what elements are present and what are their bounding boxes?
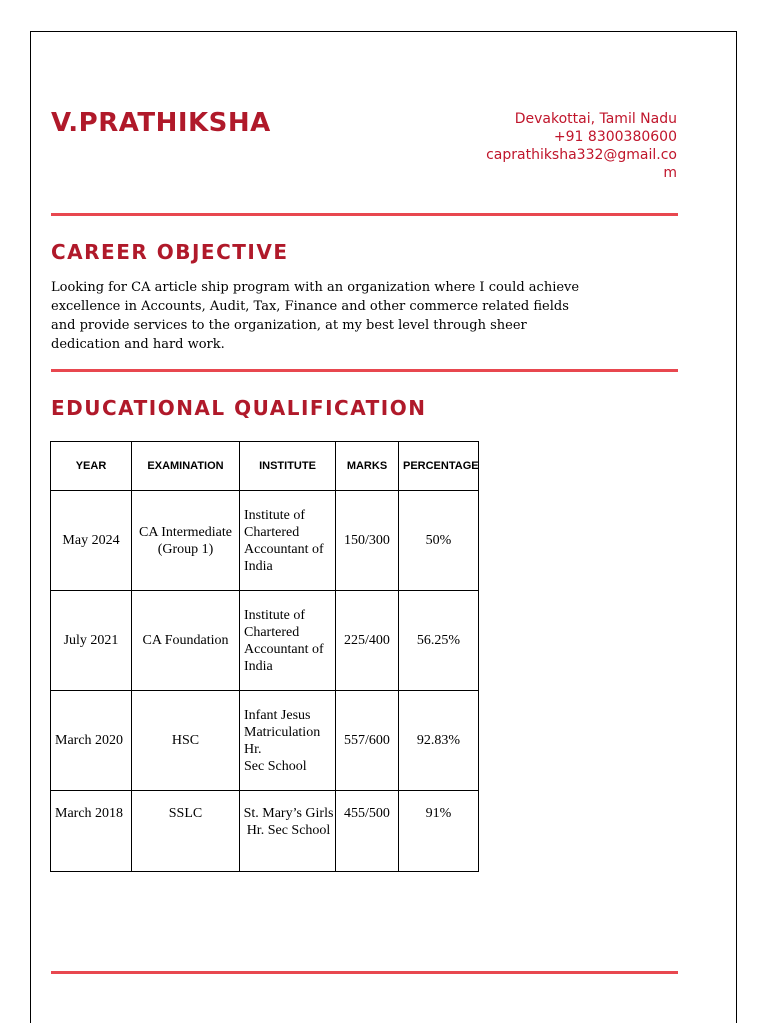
divider-objective xyxy=(51,369,678,372)
cell-examination: CA Foundation xyxy=(132,591,240,691)
cell-year: May 2024 xyxy=(51,491,132,591)
cell-percentage: 92.83% xyxy=(399,691,479,791)
column-header-examination: EXAMINATION xyxy=(132,442,240,491)
education-table xyxy=(50,441,479,872)
cell-percentage: 56.25% xyxy=(399,591,479,691)
cell-examination: HSC xyxy=(132,691,240,791)
cell-percentage: 91% xyxy=(399,791,479,872)
column-header-year: YEAR xyxy=(51,442,132,491)
cell-year: July 2021 xyxy=(51,591,132,691)
table-row xyxy=(51,791,479,872)
divider-footer xyxy=(51,971,678,974)
cell-year: March 2018 xyxy=(51,791,132,872)
cell-marks: 557/600 xyxy=(336,691,399,791)
career-objective-heading: CAREER OBJECTIVE xyxy=(51,240,289,264)
divider-header xyxy=(51,213,678,216)
contact-location: Devakottai, Tamil Nadu xyxy=(514,111,677,127)
column-header-marks: MARKS xyxy=(336,442,399,491)
education-heading: EDUCATIONAL QUALIFICATION xyxy=(51,396,427,420)
cell-marks: 455/500 xyxy=(336,791,399,872)
cell-year: March 2020 xyxy=(51,691,132,791)
column-header-percentage: PERCENTAGE xyxy=(399,442,479,491)
cell-institute: Institute of Chartered Accountant of India xyxy=(240,591,336,691)
column-header-institute: INSTITUTE xyxy=(240,442,336,491)
cell-institute: Infant Jesus Matriculation Hr. Sec School xyxy=(240,691,336,791)
cell-marks: 150/300 xyxy=(336,491,399,591)
cell-examination: CA Intermediate (Group 1) xyxy=(132,491,240,591)
contact-block xyxy=(478,110,677,182)
cell-marks: 225/400 xyxy=(336,591,399,691)
contact-email: caprathiksha332@gmail.com xyxy=(486,147,677,181)
cell-institute: St. Mary’s Girls Hr. Sec School xyxy=(240,791,336,872)
contact-phone: +91 8300380600 xyxy=(553,129,677,145)
cell-examination: SSLC xyxy=(132,791,240,872)
table-row xyxy=(51,691,479,791)
cell-institute: Institute of Chartered Accountant of India xyxy=(240,491,336,591)
table-row xyxy=(51,491,479,591)
table-row xyxy=(51,591,479,691)
table-header-row xyxy=(51,442,479,491)
candidate-name: V.PRATHIKSHA xyxy=(51,108,271,138)
career-objective-text: Looking for CA article ship program with an organization where I could achieve excellence in Accounts, Audit, Tax, Finance and other commerce related fields and provide services to the organization, at my best level through sheer dedication and hard work. xyxy=(51,280,580,352)
cell-percentage: 50% xyxy=(399,491,479,591)
